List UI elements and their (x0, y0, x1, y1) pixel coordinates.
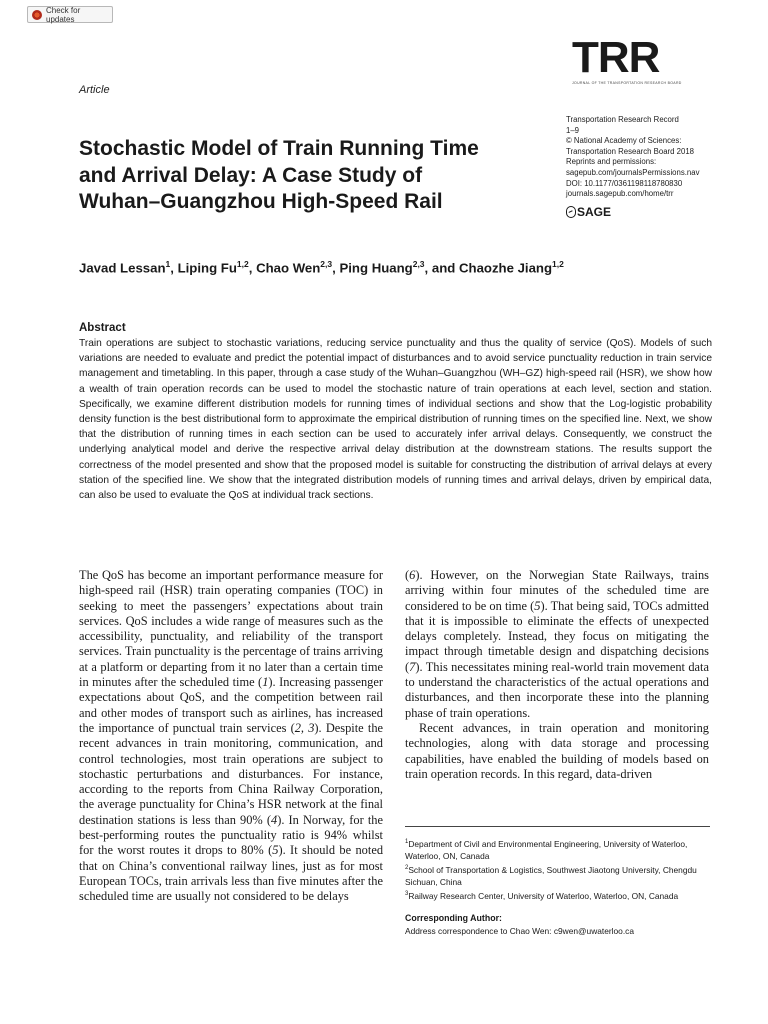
author-separator: , (170, 260, 178, 276)
author-name: Ping Huang (339, 260, 413, 276)
citation[interactable]: 6 (409, 568, 416, 582)
journal-name: Transportation Research Record (566, 115, 679, 124)
journal-info (566, 115, 736, 200)
author-list (79, 259, 729, 275)
citation[interactable]: 7 (409, 659, 416, 674)
body-column-right (405, 568, 709, 782)
journal-link[interactable]: journals.sagepub.com/home/trr (566, 189, 674, 199)
corresponding-author-heading: Corresponding Author: (405, 913, 502, 924)
citation[interactable]: 5 (534, 598, 541, 613)
abstract-heading: Abstract (79, 322, 126, 334)
abstract-text: Train operations are subject to stochastic variations, reducing service punctuality and thus the quality of service (QoS). Models of such variations are needed to evaluate and predict the potential impact of disturbances and to avoid service punctuality reduction in train service management and timetabling. In this paper, through a case study of the Wuhan–Guangzhou (WH–GZ) high-speed rail (HSR), we show how a wealth of train operation records can be used to model the stochastic nature of train operations at each level, section and station. Specifically, we examine different distribution models for running times of individual sections and show that the Log-logistic probability density function is the best distributional form to approximate the empirical distribution of running times on the specified line. Next, we show that the distribution of running times in each section can be used to accurately infer arrival delays. Consequently, we construct the underlying analytical model and derive the respective arrival delay distribution at the downstream stations. The results support the correctness of the model presented and show that the proposed model is suitable for constructing the distribution of arrival delays at every station of the specified line. We show that the integrated distribution models of running times and arrival delays, driven by empirical data, can also be used to evaluate the QoS at individual track sections. (79, 338, 712, 502)
journal-logo-tagline: JOURNAL OF THE TRANSPORTATION RESEARCH BOARD (572, 81, 682, 85)
sage-logo (566, 205, 611, 219)
affiliation-footnote (405, 836, 715, 862)
corresponding-author-text: Address correspondence to Chao Wen: c9wen@uwaterloo.ca (405, 925, 635, 936)
author-name: Chao Wen (256, 260, 321, 276)
body-text: ( (405, 568, 410, 582)
sage-icon (566, 206, 576, 218)
author-affiliation: 1,2 (552, 259, 564, 269)
footnote-text: Railway Research Center, University of Waterloo, Waterloo, ON, Canada (408, 891, 679, 902)
article-type-label: Article (79, 84, 110, 96)
footnote-divider (405, 826, 710, 827)
body-text: The QoS has become an important performance measure for high-speed rail (HSR) train operating companies (TOC) in seeking to meet the passengers’ expectations about train services. QoS includes a wide range of measures such as the accessibility, punctuality, and reliability of the transport services. Train punctuality is the percentage of trains arriving at a platform or departing from it no later than a certain time in minutes after the scheduled time ( (79, 568, 383, 690)
author-affiliation: 2,3 (320, 259, 333, 269)
author-affiliation: 1 (165, 259, 171, 269)
footnote-text: Department of Civil and Environmental Engineering, University of Waterloo, Waterloo, ON, Canada (405, 838, 688, 861)
author-separator: , (248, 260, 257, 276)
title-line-2: and Arrival Delay: A Case Study of (79, 163, 423, 187)
footnotes (405, 836, 715, 937)
sage-logo-text: SAGE (577, 205, 612, 219)
body-text: ). In Norway, for the best-performing routes the punctuality ratio is 94% whilst for the worst routes it drops to 80% ( (79, 812, 384, 858)
citation[interactable]: 4 (270, 812, 278, 827)
footnote-text: School of Transportation & Logistics, Southwest Jiaotong University, Chengdu Sichuan, China (405, 865, 697, 888)
author-name: Chaozhe Jiang (458, 260, 553, 276)
citation[interactable]: 1 (262, 675, 269, 690)
doi[interactable]: DOI: 10.1177/0361198118780830 (566, 178, 683, 188)
crossmark-icon (32, 10, 42, 20)
author-affiliation: 2,3 (412, 259, 425, 269)
body-column-left (79, 568, 383, 905)
body-text: ). Despite the recent advances in train monitoring, communication, and control technologies, most train operations are subject to stochastic perturbations and disturbances. For instance, according to the reports from China Railway Corporation, the average punctuality for China’s HSR network at the final destination stations is less than 90% ( (79, 720, 384, 827)
journal-logo (572, 33, 684, 85)
citation[interactable]: 5 (272, 843, 279, 858)
body-text: ). That being said, TOCs admitted that it is impossible to eliminate the effects of unexpected delays completely. Instead, they focus on mitigating the impact through timetable design and dispatching decisions ( (405, 598, 709, 674)
journal-logo-text: TRR (572, 33, 660, 82)
page-range: 1–9 (566, 125, 580, 135)
paper-title (79, 136, 529, 216)
citation[interactable]: 2, 3 (294, 720, 315, 735)
body-text: ). However, on the Norwegian State Railways, trains arriving within four minutes of the scheduled time are considered to be on time ( (405, 568, 709, 613)
body-text: ). Increasing passenger expectations about QoS, and the competition between rail and other modes of transport such as airlines, has increased the importance of punctual train services ( (79, 675, 383, 735)
affiliation-footnote (405, 888, 715, 902)
author-affiliation: 1,2 (236, 259, 249, 269)
check-for-updates-label: Check for updates (46, 5, 81, 24)
title-line-3: Wuhan–Guangzhou High-Speed Rail (79, 190, 443, 213)
author-separator: , (332, 260, 340, 276)
author-name: Javad Lessan (79, 260, 166, 276)
body-paragraph: Recent advances, in train operation and monitoring technologies, along with data storage and processing capabilities, have enabled the building of models based on train operation records. In this regard, data-driven (405, 720, 709, 781)
reprints-label: Reprints and permissions: (566, 157, 657, 167)
body-paragraph (79, 568, 383, 905)
body-text: ). It should be noted that on China’s conventional railway lines, just as for most European TOCs, train arrivals less than five minutes after the scheduled time are usually not considered to be delays (79, 843, 384, 904)
footnote-number: 2 (405, 865, 409, 872)
author-separator: , and (424, 260, 459, 276)
copyright-line-1: © National Academy of Sciences: (566, 136, 682, 146)
footnote-number: 1 (405, 839, 409, 845)
author-name: Liping Fu (177, 260, 237, 276)
body-paragraph (405, 568, 709, 721)
body-text: ). This necessitates mining real-world train movement data to understand the characteristics of the actual operations and disturbances, and then incorporate these into the planning phase of train operations. (405, 659, 709, 720)
copyright-line-2: Transportation Research Board 2018 (566, 146, 695, 156)
check-for-updates-button[interactable] (27, 6, 113, 23)
footnote-number: 3 (405, 891, 409, 898)
affiliation-footnote (405, 862, 715, 888)
title-line-1: Stochastic Model of Train Running Time (79, 137, 479, 160)
permissions-link[interactable]: sagepub.com/journalsPermissions.nav (566, 167, 700, 177)
